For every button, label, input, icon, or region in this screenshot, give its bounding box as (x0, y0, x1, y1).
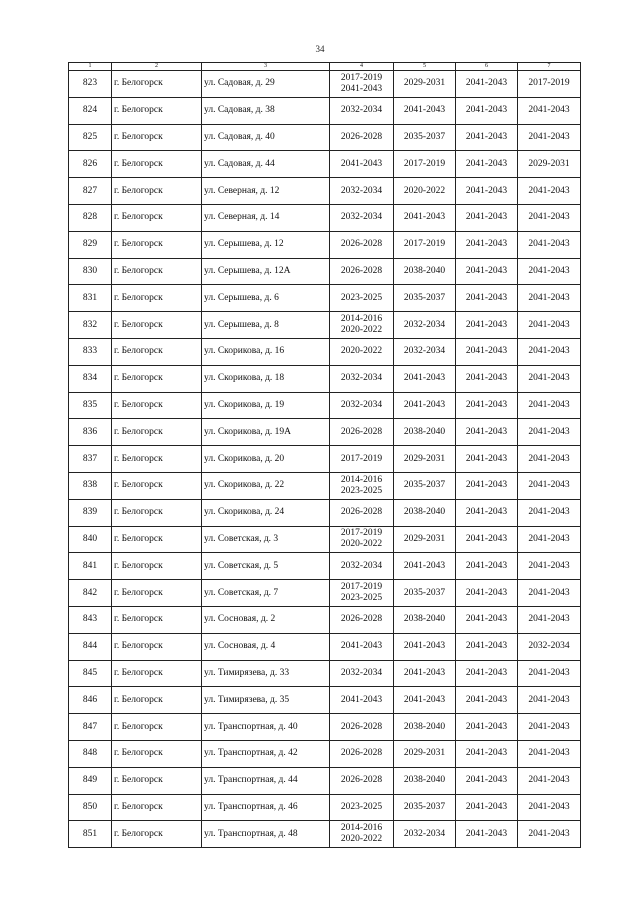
table-row (69, 338, 581, 365)
period-5-cell: 2035-2037 (394, 580, 456, 607)
table-row (69, 687, 581, 714)
period-4-line: 2032-2034 (340, 105, 383, 116)
period-4-cell (330, 97, 394, 124)
period-7-cell: 2041-2043 (518, 392, 581, 419)
period-4-cell (330, 821, 394, 848)
period-4-cell (330, 338, 394, 365)
address-cell: ул. Транспортная, д. 46 (202, 794, 330, 821)
table-row (69, 714, 581, 741)
period-4-cell (330, 714, 394, 741)
period-5-cell: 2038-2040 (394, 419, 456, 446)
period-7-cell: 2041-2043 (518, 97, 581, 124)
period-5-cell: 2041-2043 (394, 365, 456, 392)
repair-schedule-table (68, 62, 581, 848)
period-4-line: 2023-2025 (340, 593, 383, 604)
period-5-cell: 2041-2043 (394, 97, 456, 124)
period-6-cell: 2041-2043 (456, 580, 518, 607)
column-header: 5 (394, 63, 456, 71)
period-5-cell: 2035-2037 (394, 794, 456, 821)
period-6-cell: 2041-2043 (456, 526, 518, 553)
period-4-line: 2017-2019 (340, 582, 383, 593)
city-cell: г. Белогорск (112, 580, 202, 607)
city-cell: г. Белогорск (112, 392, 202, 419)
city-cell: г. Белогорск (112, 446, 202, 473)
period-5-cell: 2035-2037 (394, 472, 456, 499)
period-6-cell: 2041-2043 (456, 285, 518, 312)
period-4-line: 2023-2025 (340, 485, 383, 496)
address-cell: ул. Советская, д. 3 (202, 526, 330, 553)
period-5-cell: 2041-2043 (394, 633, 456, 660)
city-cell: г. Белогорск (112, 71, 202, 98)
period-6-cell: 2041-2043 (456, 312, 518, 339)
period-4-line: 2032-2034 (340, 560, 383, 571)
period-4-cell (330, 231, 394, 258)
row-number-cell: 850 (69, 794, 112, 821)
period-5-cell: 2035-2037 (394, 124, 456, 151)
address-cell: ул. Транспортная, д. 42 (202, 740, 330, 767)
city-cell: г. Белогорск (112, 231, 202, 258)
period-4-line: 2020-2022 (340, 325, 383, 336)
period-4-cell (330, 392, 394, 419)
period-7-cell: 2041-2043 (518, 419, 581, 446)
table-row (69, 472, 581, 499)
table-row (69, 392, 581, 419)
address-cell: ул. Сосновая, д. 2 (202, 606, 330, 633)
period-4-line: 2026-2028 (340, 614, 383, 625)
city-cell: г. Белогорск (112, 151, 202, 178)
period-4-cell (330, 312, 394, 339)
city-cell: г. Белогорск (112, 419, 202, 446)
address-cell: ул. Советская, д. 5 (202, 553, 330, 580)
period-7-cell: 2041-2043 (518, 714, 581, 741)
period-4-line: 2026-2028 (340, 748, 383, 759)
period-4-line: 2041-2043 (340, 83, 383, 94)
period-4-line: 2026-2028 (340, 131, 383, 142)
period-5-cell: 2017-2019 (394, 151, 456, 178)
table-row (69, 71, 581, 98)
address-cell: ул. Тимирязева, д. 33 (202, 660, 330, 687)
address-cell: ул. Транспортная, д. 44 (202, 767, 330, 794)
city-cell: г. Белогорск (112, 204, 202, 231)
row-number-cell: 849 (69, 767, 112, 794)
period-6-cell: 2041-2043 (456, 767, 518, 794)
period-4-cell (330, 151, 394, 178)
address-cell: ул. Скорикова, д. 19 (202, 392, 330, 419)
row-number-cell: 844 (69, 633, 112, 660)
address-cell: ул. Транспортная, д. 48 (202, 821, 330, 848)
period-7-cell: 2041-2043 (518, 553, 581, 580)
period-7-cell: 2017-2019 (518, 71, 581, 98)
table-row (69, 178, 581, 205)
period-4-line: 2014-2016 (340, 314, 383, 325)
column-header: 7 (518, 63, 581, 71)
period-7-cell: 2041-2043 (518, 687, 581, 714)
period-4-cell (330, 285, 394, 312)
address-cell: ул. Серышева, д. 12А (202, 258, 330, 285)
row-number-cell: 832 (69, 312, 112, 339)
period-4-line: 2032-2034 (340, 667, 383, 678)
period-5-cell: 2029-2031 (394, 740, 456, 767)
period-6-cell: 2041-2043 (456, 740, 518, 767)
row-number-cell: 828 (69, 204, 112, 231)
period-7-cell: 2041-2043 (518, 606, 581, 633)
period-6-cell: 2041-2043 (456, 714, 518, 741)
period-4-cell (330, 606, 394, 633)
column-header: 3 (202, 63, 330, 71)
table-row (69, 151, 581, 178)
period-4-cell (330, 794, 394, 821)
address-cell: ул. Скорикова, д. 16 (202, 338, 330, 365)
period-4-line: 2026-2028 (340, 775, 383, 786)
period-4-cell (330, 419, 394, 446)
period-7-cell: 2041-2043 (518, 124, 581, 151)
period-6-cell: 2041-2043 (456, 794, 518, 821)
row-number-cell: 843 (69, 606, 112, 633)
city-cell: г. Белогорск (112, 553, 202, 580)
city-cell: г. Белогорск (112, 767, 202, 794)
city-cell: г. Белогорск (112, 285, 202, 312)
period-4-cell (330, 767, 394, 794)
address-cell: ул. Серышева, д. 8 (202, 312, 330, 339)
row-number-cell: 831 (69, 285, 112, 312)
period-6-cell: 2041-2043 (456, 365, 518, 392)
period-6-cell: 2041-2043 (456, 124, 518, 151)
period-4-line: 2017-2019 (340, 72, 383, 83)
address-cell: ул. Сосновая, д. 4 (202, 633, 330, 660)
table-row (69, 419, 581, 446)
period-6-cell: 2041-2043 (456, 392, 518, 419)
period-4-cell (330, 258, 394, 285)
table-row (69, 258, 581, 285)
city-cell: г. Белогорск (112, 178, 202, 205)
row-number-cell: 839 (69, 499, 112, 526)
row-number-cell: 824 (69, 97, 112, 124)
period-7-cell: 2041-2043 (518, 204, 581, 231)
city-cell: г. Белогорск (112, 687, 202, 714)
city-cell: г. Белогорск (112, 606, 202, 633)
row-number-cell: 841 (69, 553, 112, 580)
address-cell: ул. Садовая, д. 44 (202, 151, 330, 178)
row-number-cell: 829 (69, 231, 112, 258)
address-cell: ул. Серышева, д. 12 (202, 231, 330, 258)
address-cell: ул. Тимирязева, д. 35 (202, 687, 330, 714)
period-5-cell: 2038-2040 (394, 714, 456, 741)
table-row (69, 821, 581, 848)
city-cell: г. Белогорск (112, 740, 202, 767)
period-5-cell: 2038-2040 (394, 606, 456, 633)
period-4-line: 2026-2028 (340, 507, 383, 518)
period-7-cell: 2041-2043 (518, 740, 581, 767)
table-row (69, 633, 581, 660)
period-7-cell: 2041-2043 (518, 472, 581, 499)
period-5-cell: 2029-2031 (394, 526, 456, 553)
period-4-line: 2017-2019 (340, 453, 383, 464)
period-7-cell: 2041-2043 (518, 767, 581, 794)
period-6-cell: 2041-2043 (456, 97, 518, 124)
period-7-cell: 2041-2043 (518, 312, 581, 339)
city-cell: г. Белогорск (112, 821, 202, 848)
city-cell: г. Белогорск (112, 472, 202, 499)
period-4-cell (330, 124, 394, 151)
period-7-cell: 2041-2043 (518, 526, 581, 553)
row-number-cell: 826 (69, 151, 112, 178)
page-number: 34 (315, 44, 325, 54)
period-4-cell (330, 71, 394, 98)
period-4-line: 2014-2016 (340, 823, 383, 834)
city-cell: г. Белогорск (112, 794, 202, 821)
period-4-cell (330, 178, 394, 205)
period-7-cell: 2041-2043 (518, 821, 581, 848)
row-number-cell: 833 (69, 338, 112, 365)
period-6-cell: 2041-2043 (456, 231, 518, 258)
city-cell: г. Белогорск (112, 633, 202, 660)
period-6-cell: 2041-2043 (456, 821, 518, 848)
period-6-cell: 2041-2043 (456, 687, 518, 714)
period-5-cell: 2041-2043 (394, 553, 456, 580)
period-7-cell: 2041-2043 (518, 178, 581, 205)
period-4-line: 2032-2034 (340, 399, 383, 410)
address-cell: ул. Скорикова, д. 20 (202, 446, 330, 473)
table-row (69, 660, 581, 687)
period-4-cell (330, 580, 394, 607)
period-6-cell: 2041-2043 (456, 338, 518, 365)
row-number-cell: 846 (69, 687, 112, 714)
city-cell: г. Белогорск (112, 714, 202, 741)
period-5-cell: 2032-2034 (394, 312, 456, 339)
period-5-cell: 2032-2034 (394, 338, 456, 365)
period-4-line: 2026-2028 (340, 721, 383, 732)
period-4-cell (330, 365, 394, 392)
table-row (69, 740, 581, 767)
period-7-cell: 2041-2043 (518, 231, 581, 258)
city-cell: г. Белогорск (112, 312, 202, 339)
period-4-cell (330, 553, 394, 580)
table-row (69, 204, 581, 231)
period-5-cell: 2035-2037 (394, 285, 456, 312)
row-number-cell: 848 (69, 740, 112, 767)
table-row (69, 767, 581, 794)
period-7-cell: 2029-2031 (518, 151, 581, 178)
period-5-cell: 2029-2031 (394, 71, 456, 98)
period-4-line: 2032-2034 (340, 185, 383, 196)
period-5-cell: 2041-2043 (394, 392, 456, 419)
period-4-line: 2020-2022 (340, 346, 383, 357)
table-row (69, 606, 581, 633)
period-7-cell: 2041-2043 (518, 446, 581, 473)
period-7-cell: 2041-2043 (518, 794, 581, 821)
table-row (69, 499, 581, 526)
period-7-cell: 2041-2043 (518, 338, 581, 365)
period-4-cell (330, 499, 394, 526)
city-cell: г. Белогорск (112, 124, 202, 151)
table-row (69, 553, 581, 580)
row-number-cell: 840 (69, 526, 112, 553)
period-5-cell: 2038-2040 (394, 767, 456, 794)
period-4-line: 2026-2028 (340, 426, 383, 437)
period-6-cell: 2041-2043 (456, 151, 518, 178)
period-4-line: 2041-2043 (340, 694, 383, 705)
address-cell: ул. Северная, д. 12 (202, 178, 330, 205)
period-7-cell: 2041-2043 (518, 580, 581, 607)
table-row (69, 794, 581, 821)
table-row (69, 97, 581, 124)
period-5-cell: 2038-2040 (394, 258, 456, 285)
row-number-cell: 827 (69, 178, 112, 205)
address-cell: ул. Скорикова, д. 18 (202, 365, 330, 392)
period-4-cell (330, 204, 394, 231)
period-4-cell (330, 472, 394, 499)
period-4-line: 2017-2019 (340, 528, 383, 539)
table-row (69, 580, 581, 607)
period-4-cell (330, 633, 394, 660)
period-7-cell: 2041-2043 (518, 285, 581, 312)
table-row (69, 446, 581, 473)
period-5-cell: 2029-2031 (394, 446, 456, 473)
column-header: 4 (330, 63, 394, 71)
city-cell: г. Белогорск (112, 526, 202, 553)
period-7-cell: 2041-2043 (518, 365, 581, 392)
period-6-cell: 2041-2043 (456, 633, 518, 660)
period-6-cell: 2041-2043 (456, 204, 518, 231)
period-5-cell: 2041-2043 (394, 204, 456, 231)
address-cell: ул. Садовая, д. 29 (202, 71, 330, 98)
period-4-cell (330, 526, 394, 553)
address-cell: ул. Скорикова, д. 19А (202, 419, 330, 446)
period-6-cell: 2041-2043 (456, 71, 518, 98)
period-4-line: 2020-2022 (340, 539, 383, 550)
period-6-cell: 2041-2043 (456, 446, 518, 473)
address-cell: ул. Скорикова, д. 22 (202, 472, 330, 499)
period-6-cell: 2041-2043 (456, 499, 518, 526)
period-6-cell: 2041-2043 (456, 472, 518, 499)
table-row (69, 312, 581, 339)
period-5-cell: 2038-2040 (394, 499, 456, 526)
city-cell: г. Белогорск (112, 365, 202, 392)
period-6-cell: 2041-2043 (456, 660, 518, 687)
address-cell: ул. Скорикова, д. 24 (202, 499, 330, 526)
period-7-cell: 2041-2043 (518, 499, 581, 526)
period-4-line: 2014-2016 (340, 474, 383, 485)
city-cell: г. Белогорск (112, 660, 202, 687)
period-4-line: 2032-2034 (340, 373, 383, 384)
period-5-cell: 2017-2019 (394, 231, 456, 258)
period-5-cell: 2041-2043 (394, 660, 456, 687)
table-row (69, 285, 581, 312)
period-5-cell: 2041-2043 (394, 687, 456, 714)
table-row (69, 231, 581, 258)
address-cell: ул. Садовая, д. 40 (202, 124, 330, 151)
period-4-line: 2020-2022 (340, 834, 383, 845)
period-4-line: 2032-2034 (340, 212, 383, 223)
city-cell: г. Белогорск (112, 338, 202, 365)
period-6-cell: 2041-2043 (456, 258, 518, 285)
column-header: 2 (112, 63, 202, 71)
column-header: 6 (456, 63, 518, 71)
table-body (69, 71, 581, 848)
row-number-cell: 830 (69, 258, 112, 285)
address-cell: ул. Северная, д. 14 (202, 204, 330, 231)
period-5-cell: 2032-2034 (394, 821, 456, 848)
period-6-cell: 2041-2043 (456, 553, 518, 580)
address-cell: ул. Серышева, д. 6 (202, 285, 330, 312)
period-5-cell: 2020-2022 (394, 178, 456, 205)
row-number-cell: 851 (69, 821, 112, 848)
address-cell: ул. Советская, д. 7 (202, 580, 330, 607)
period-4-cell (330, 687, 394, 714)
row-number-cell: 842 (69, 580, 112, 607)
period-4-line: 2026-2028 (340, 239, 383, 250)
period-4-line: 2041-2043 (340, 158, 383, 169)
city-cell: г. Белогорск (112, 499, 202, 526)
row-number-cell: 838 (69, 472, 112, 499)
period-4-line: 2023-2025 (340, 801, 383, 812)
period-4-line: 2023-2025 (340, 292, 383, 303)
column-number-row (69, 63, 581, 71)
period-6-cell: 2041-2043 (456, 178, 518, 205)
period-4-cell (330, 660, 394, 687)
row-number-cell: 847 (69, 714, 112, 741)
period-4-line: 2041-2043 (340, 641, 383, 652)
table-row (69, 526, 581, 553)
period-7-cell: 2041-2043 (518, 258, 581, 285)
period-4-line: 2026-2028 (340, 265, 383, 276)
row-number-cell: 834 (69, 365, 112, 392)
row-number-cell: 835 (69, 392, 112, 419)
address-cell: ул. Садовая, д. 38 (202, 97, 330, 124)
period-7-cell: 2041-2043 (518, 660, 581, 687)
period-4-cell (330, 740, 394, 767)
row-number-cell: 837 (69, 446, 112, 473)
table-row (69, 124, 581, 151)
city-cell: г. Белогорск (112, 97, 202, 124)
period-4-cell (330, 446, 394, 473)
column-header: 1 (69, 63, 112, 71)
period-6-cell: 2041-2043 (456, 419, 518, 446)
row-number-cell: 836 (69, 419, 112, 446)
table-row (69, 365, 581, 392)
row-number-cell: 845 (69, 660, 112, 687)
address-cell: ул. Транспортная, д. 40 (202, 714, 330, 741)
city-cell: г. Белогорск (112, 258, 202, 285)
row-number-cell: 823 (69, 71, 112, 98)
period-7-cell: 2032-2034 (518, 633, 581, 660)
row-number-cell: 825 (69, 124, 112, 151)
period-6-cell: 2041-2043 (456, 606, 518, 633)
